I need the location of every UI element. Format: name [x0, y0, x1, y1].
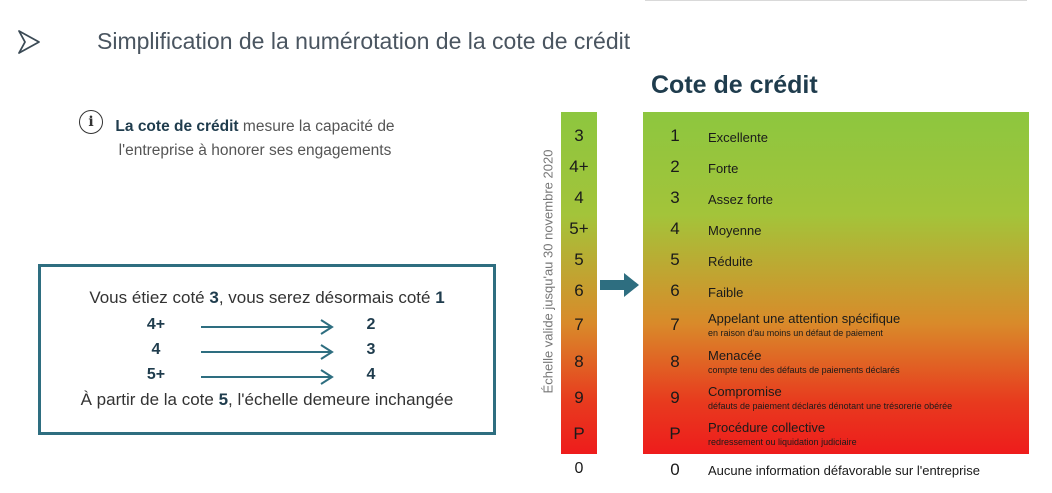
- credit-rating-title: Cote de crédit: [651, 71, 818, 99]
- info-text-rest: mesure la capacité de l'entreprise à honorer ses engagements: [118, 118, 395, 159]
- rating-label: Réduite: [708, 254, 753, 269]
- rating-number: P: [669, 424, 681, 443]
- rating-number: 9: [670, 388, 680, 407]
- mapping-from: 4: [151, 341, 161, 358]
- rating-number: 7: [670, 315, 680, 334]
- rating-sublabel: en raison d'au moins un défaut de paiement: [708, 328, 883, 338]
- example-intro-new: 1: [435, 288, 445, 307]
- rating-number: 8: [670, 352, 680, 371]
- old-scale-item: 3: [574, 126, 584, 145]
- rating-row: [643, 219, 1029, 250]
- rating-row: [643, 311, 1029, 346]
- rating-row: [643, 420, 1029, 455]
- old-scale-item: 4: [574, 188, 584, 207]
- old-scale-item: 9: [574, 388, 584, 407]
- example-outro-post: , l'échelle demeure inchangée: [228, 390, 454, 409]
- rating-number: 1: [670, 126, 680, 145]
- rating-row: [643, 384, 1029, 419]
- mapping-to: 4: [366, 366, 376, 383]
- play-outline-icon: [16, 28, 42, 56]
- rating-row-zero: [643, 460, 1029, 484]
- mapping-row: [41, 366, 493, 390]
- rating-label: Aucune information défavorable sur l'entreprise: [708, 463, 981, 478]
- example-intro-line: [41, 288, 493, 308]
- old-scale-item: 5: [574, 250, 584, 269]
- rating-row: [643, 348, 1029, 383]
- rating-label: Procédure collective: [708, 420, 826, 435]
- rating-sublabel: compte tenu des défauts de paiements déclarés: [708, 365, 900, 375]
- new-scale: [643, 112, 1029, 454]
- old-scale-item: 5+: [569, 219, 589, 238]
- example-outro-line: [41, 390, 493, 410]
- example-intro-old: 3: [209, 288, 219, 307]
- rating-row: [643, 281, 1029, 312]
- rating-row: [643, 157, 1029, 188]
- arrow-right-icon: [600, 272, 640, 298]
- info-icon: i: [79, 110, 103, 134]
- rating-label: Forte: [708, 161, 739, 176]
- info-text-bold: La cote de crédit: [115, 118, 239, 135]
- rating-number: 6: [670, 281, 680, 300]
- example-outro-num: 5: [218, 390, 229, 409]
- old-scale-item: 4+: [569, 157, 589, 176]
- rating-sublabel: défauts de paiement déclarés dénotant une trésorerie obérée: [708, 401, 953, 411]
- old-scale-item: P: [573, 424, 585, 443]
- rating-row: [643, 126, 1029, 157]
- example-box: [38, 264, 496, 435]
- rating-sublabel: redressement ou liquidation judiciaire: [708, 437, 857, 447]
- example-intro-mid: , vous serez désormais coté: [218, 288, 436, 307]
- rating-label: Faible: [708, 285, 744, 300]
- old-scale-label: Échelle valide jusqu'au 30 novembre 2020: [540, 149, 556, 393]
- rating-label: Compromise: [708, 384, 782, 399]
- example-intro-pre: Vous étiez coté: [89, 288, 210, 307]
- mapping-row: [41, 316, 493, 340]
- mapping-row: [41, 341, 493, 365]
- top-divider: [645, 0, 1027, 1]
- rating-number: 4: [670, 219, 680, 238]
- mapping-to: 3: [366, 341, 376, 358]
- old-scale-item: 8: [574, 352, 584, 371]
- rating-number: 5: [670, 250, 680, 269]
- arrow-right-icon: [201, 319, 336, 335]
- rating-number: 0: [670, 460, 680, 479]
- rating-number: 2: [670, 157, 680, 176]
- example-outro-pre: À partir de la cote: [80, 390, 219, 409]
- mapping-from: 4+: [146, 316, 166, 333]
- rating-label: Menacée: [708, 348, 762, 363]
- rating-label: Excellente: [708, 130, 768, 145]
- old-scale: [561, 112, 597, 454]
- old-scale-item: 7: [574, 315, 584, 334]
- rating-row: [643, 250, 1029, 281]
- old-scale-label-wrap: [536, 112, 560, 430]
- rating-number: 3: [670, 188, 680, 207]
- arrow-right-icon: [201, 344, 336, 360]
- old-scale-zero: 0: [574, 460, 584, 477]
- arrow-right-icon: [201, 369, 336, 385]
- rating-label: Moyenne: [708, 223, 762, 238]
- mapping-to: 2: [366, 316, 376, 333]
- rating-label: Assez forte: [708, 192, 774, 207]
- rating-label: Appelant une attention spécifique: [708, 311, 901, 326]
- info-description: [110, 115, 400, 163]
- old-scale-item: 6: [574, 281, 584, 300]
- rating-row: [643, 188, 1029, 219]
- mapping-from: 5+: [146, 366, 166, 383]
- page-title: Simplification de la numérotation de la cote de crédit: [97, 28, 631, 54]
